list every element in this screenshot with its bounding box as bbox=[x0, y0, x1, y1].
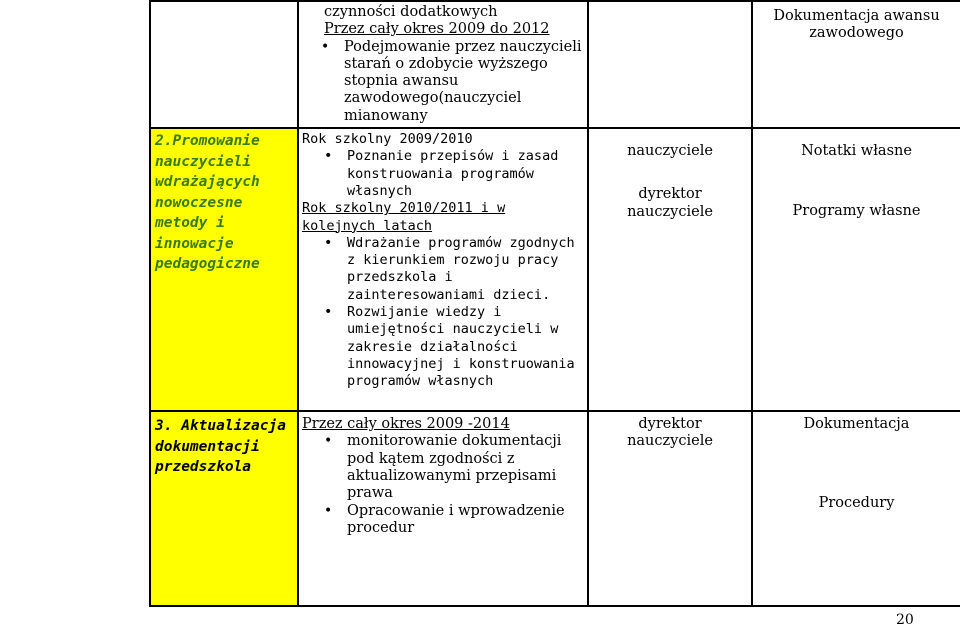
documents-text: Programy własne bbox=[792, 203, 921, 220]
goal-cell bbox=[150, 1, 298, 128]
documents-text: Procedury bbox=[818, 495, 895, 512]
persons-cell bbox=[588, 411, 752, 606]
goal-cell bbox=[150, 128, 298, 411]
page-number: 20 bbox=[896, 612, 914, 628]
list-item: • Podejmowanie przez nauczycieli starań o zdobycie wyższego stopnia awansu zawodowego(nauczyciel mianowany bbox=[344, 39, 584, 125]
table-row bbox=[150, 411, 960, 606]
task-list bbox=[324, 39, 584, 125]
tasks-cell bbox=[298, 1, 588, 128]
persons-cell bbox=[588, 1, 752, 128]
plan-table bbox=[149, 0, 960, 607]
persons-text: dyrektor nauczyciele bbox=[627, 416, 713, 450]
goal-text: 2.Promowanie nauczycieli wdrażających nowoczesne metody i innowacje pedagogiczne bbox=[155, 133, 260, 273]
documents-text: Notatki własne bbox=[801, 143, 912, 160]
persons-text: dyrektor nauczyciele bbox=[627, 186, 713, 220]
goal-number: 3. bbox=[155, 418, 173, 435]
documents-text: Dokumentacja bbox=[803, 416, 910, 433]
tasks-cell bbox=[298, 411, 588, 606]
period-heading: Przez cały okres 2009 -2014 bbox=[302, 416, 510, 433]
documents-text: Dokumentacja awansu zawodowego bbox=[773, 8, 940, 42]
list-item: • Rozwijanie wiedzy i umiejętności nauczycieli w zakresie działalności innowacyjnej i konstruowania programów własnych bbox=[347, 304, 584, 390]
table-row bbox=[150, 128, 960, 411]
persons-text: nauczyciele bbox=[627, 143, 713, 160]
task-list bbox=[302, 433, 584, 537]
task-list bbox=[302, 148, 584, 200]
documents-cell bbox=[752, 411, 960, 606]
list-item: • Poznanie przepisów i zasad konstruowania programów własnych bbox=[347, 148, 584, 200]
year-heading: Rok szkolny 2010/2011 i w kolejnych latach bbox=[302, 200, 506, 234]
task-line: czynności dodatkowych bbox=[324, 4, 498, 20]
year-heading: Rok szkolny 2009/2010 bbox=[302, 131, 473, 148]
task-list bbox=[302, 235, 584, 391]
period-heading: Przez cały okres 2009 do 2012 bbox=[324, 21, 550, 38]
goal-cell bbox=[150, 411, 298, 606]
table-row bbox=[150, 1, 960, 128]
persons-cell bbox=[588, 128, 752, 411]
list-item: • Wdrażanie programów zgodnych z kierunkiem rozwoju pracy przedszkola i zainteresowaniami dzieci. bbox=[347, 235, 584, 304]
list-item: • Opracowanie i wprowadzenie procedur bbox=[347, 503, 584, 538]
tasks-cell bbox=[298, 128, 588, 411]
documents-cell bbox=[752, 1, 960, 128]
list-item: • monitorowanie dokumentacji pod kątem zgodności z aktualizowanymi przepisami prawa bbox=[347, 433, 584, 502]
documents-cell bbox=[752, 128, 960, 411]
goal-text: Aktualizacja dokumentacji przedszkola bbox=[155, 418, 286, 476]
